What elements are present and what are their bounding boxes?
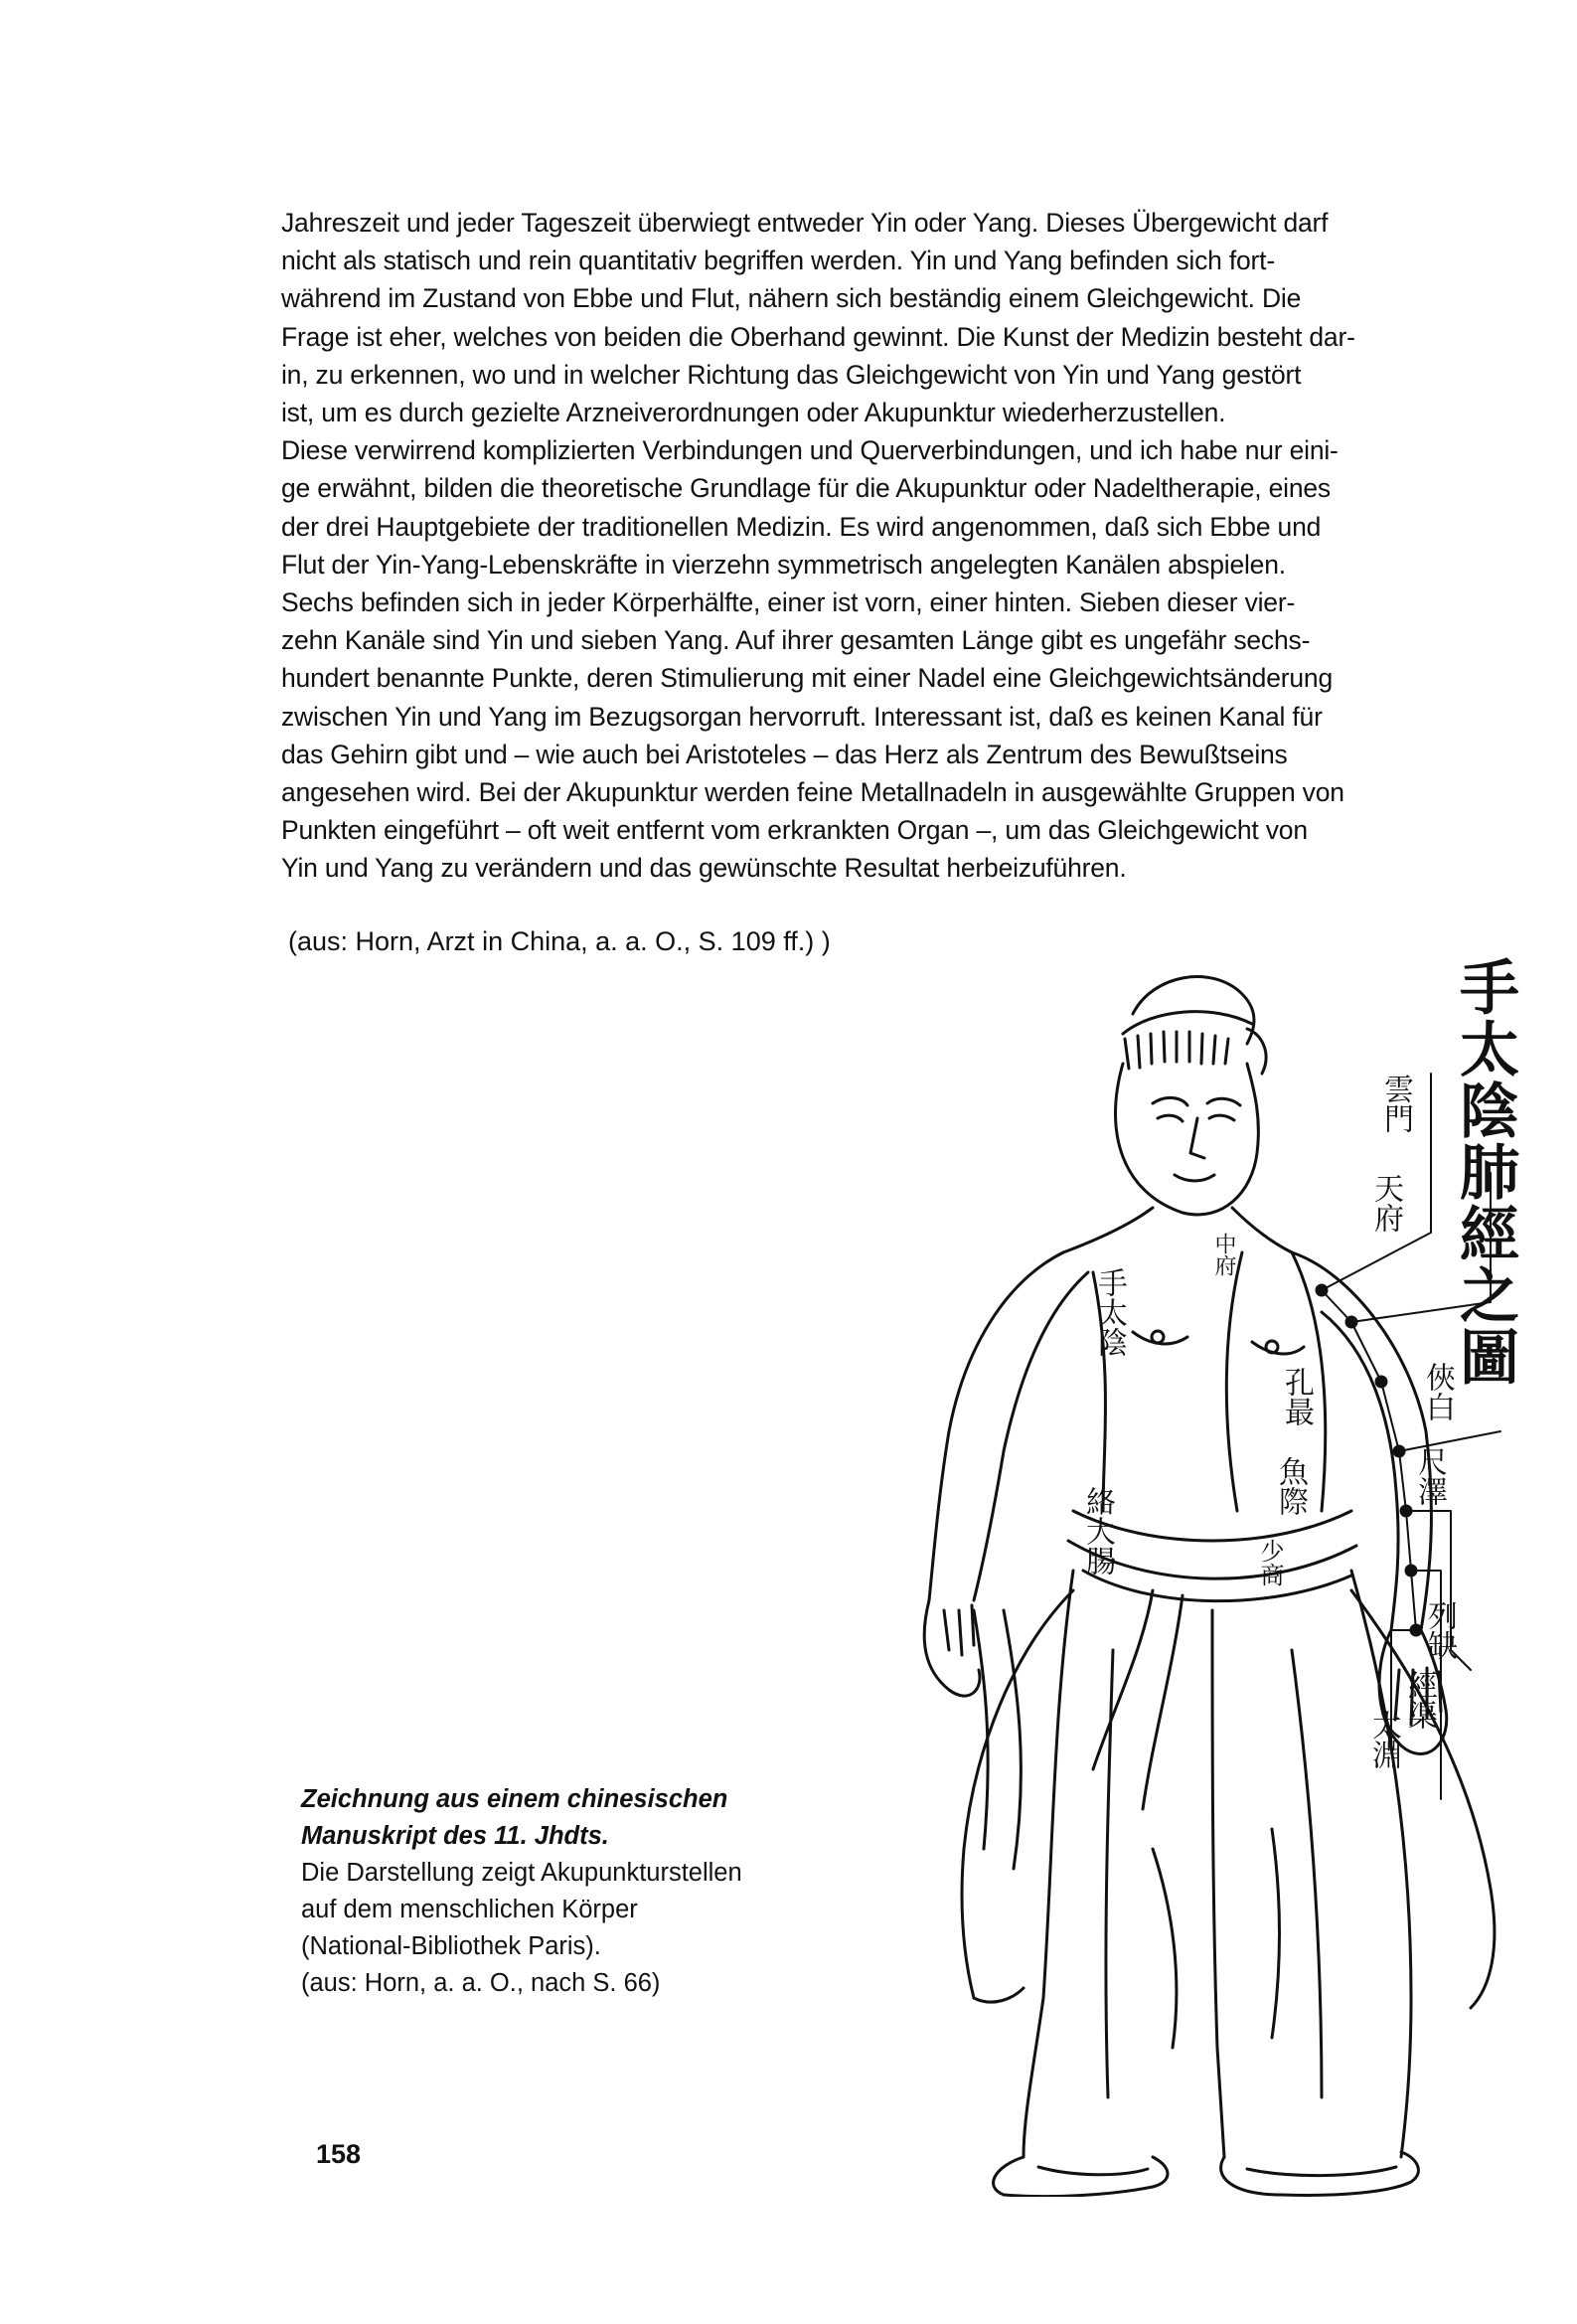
figure-label: 列缺 <box>1422 1600 1457 1660</box>
text-line: Flut der Yin-Yang-Lebenskräfte in vierzehn symmetrisch angelegten Kanälen abspielen. <box>281 549 1286 580</box>
figure-label: 中府 <box>1211 1233 1236 1276</box>
text-line: während im Zustand von Ebbe und Flut, nähern sich beständig einem Gleichgewicht. Die <box>281 283 1302 314</box>
page-number: 158 <box>316 2139 362 2169</box>
figure-title-cjk: 手太陰肺經之圖 <box>1450 956 1519 1388</box>
figure-caption <box>301 1781 858 2002</box>
figure-label: 俠白 <box>1420 1362 1455 1421</box>
figure-label: 手太陰 <box>1092 1267 1127 1357</box>
text-line: Sechs befinden sich in jeder Körperhälfte, einer ist vorn, einer hinten. Sieben dieser vier- <box>281 587 1296 618</box>
text-line: angesehen wird. Bei der Akupunktur werden feine Metallnadeln in ausgewählte Gruppen von <box>281 777 1344 808</box>
acupuncture-figure-drawing <box>855 954 1530 2197</box>
caption-line: Die Darstellung zeigt Akupunkturstellen <box>301 1859 742 1887</box>
figure-label: 太淵 <box>1366 1710 1401 1769</box>
figure-label: 絡大腸 <box>1080 1486 1115 1576</box>
text-line: ge erwähnt, bilden die theoretische Grundlage für die Akupunktur oder Nadeltherapie, eines <box>281 473 1331 504</box>
paragraph-2 <box>281 431 1503 887</box>
text-line: Yin und Yang zu verändern und das gewünschte Resultat herbeizuführen. <box>281 853 1127 884</box>
text-line: zehn Kanäle sind Yin und sieben Yang. Auf ihrer gesamten Länge gibt es ungefähr sechs- <box>281 625 1311 656</box>
figure-label: 天府 <box>1368 1173 1403 1233</box>
figure-line-art <box>855 954 1530 2197</box>
paragraph-1 <box>281 204 1503 431</box>
figure-label: 孔最 <box>1279 1367 1314 1426</box>
caption-line: (National-Bibliothek Paris). <box>301 1932 601 1960</box>
text-line: der drei Hauptgebiete der traditionellen Medizin. Es wird angenommen, daß sich Ebbe und <box>281 511 1322 542</box>
text-line: Frage ist eher, welches von beiden die Oberhand gewinnt. Die Kunst der Medizin besteht dar- <box>281 321 1355 352</box>
text-line: hundert benannte Punkte, deren Stimulierung mit einer Nadel eine Gleichgewichtsänderung <box>281 663 1333 694</box>
caption-line: (aus: Horn, a. a. O., nach S. 66) <box>301 1969 661 1997</box>
text-line: zwischen Yin und Yang im Bezugsorgan hervorruft. Interessant ist, daß es keinen Kanal für <box>281 701 1323 732</box>
figure-label: 尺澤 <box>1412 1446 1447 1506</box>
caption-title-line: Zeichnung aus einem chinesischen <box>301 1785 728 1813</box>
figure-label: 少商 <box>1256 1539 1284 1586</box>
text-line: Punkten eingeführt – oft weit entfernt vom erkrankten Organ –, um das Gleichgewicht von <box>281 815 1308 846</box>
text-line: in, zu erkennen, wo und in welcher Richtung das Gleichgewicht von Yin und Yang gestört <box>281 359 1302 390</box>
figure-label: 經渠 <box>1402 1670 1437 1730</box>
text-line: das Gehirn gibt und – wie auch bei Aristoteles – das Herz als Zentrum des Bewußtseins <box>281 739 1288 769</box>
figure-label: 魚際 <box>1273 1456 1308 1516</box>
source-citation: (aus: Horn, Arzt in China, a. a. O., S. 109 ff.) ) <box>288 926 831 956</box>
figure-label: 雲門 <box>1378 1074 1413 1133</box>
text-line: Jahreszeit und jeder Tageszeit überwiegt entweder Yin oder Yang. Dieses Übergewicht darf <box>281 208 1329 238</box>
text-line: ist, um es durch gezielte Arzneiverordnungen oder Akupunktur wiederherzustellen. <box>281 398 1226 428</box>
text-line: nicht als statisch und rein quantitativ begriffen werden. Yin und Yang befinden sich fort- <box>281 246 1275 276</box>
caption-title-line: Manuskript des 11. Jhdts. <box>301 1822 609 1850</box>
caption-line: auf dem menschlichen Körper <box>301 1896 638 1923</box>
body-text <box>281 204 1503 888</box>
text-line: Diese verwirrend komplizierten Verbindungen und Querverbindungen, und ich habe nur eini- <box>281 435 1339 466</box>
